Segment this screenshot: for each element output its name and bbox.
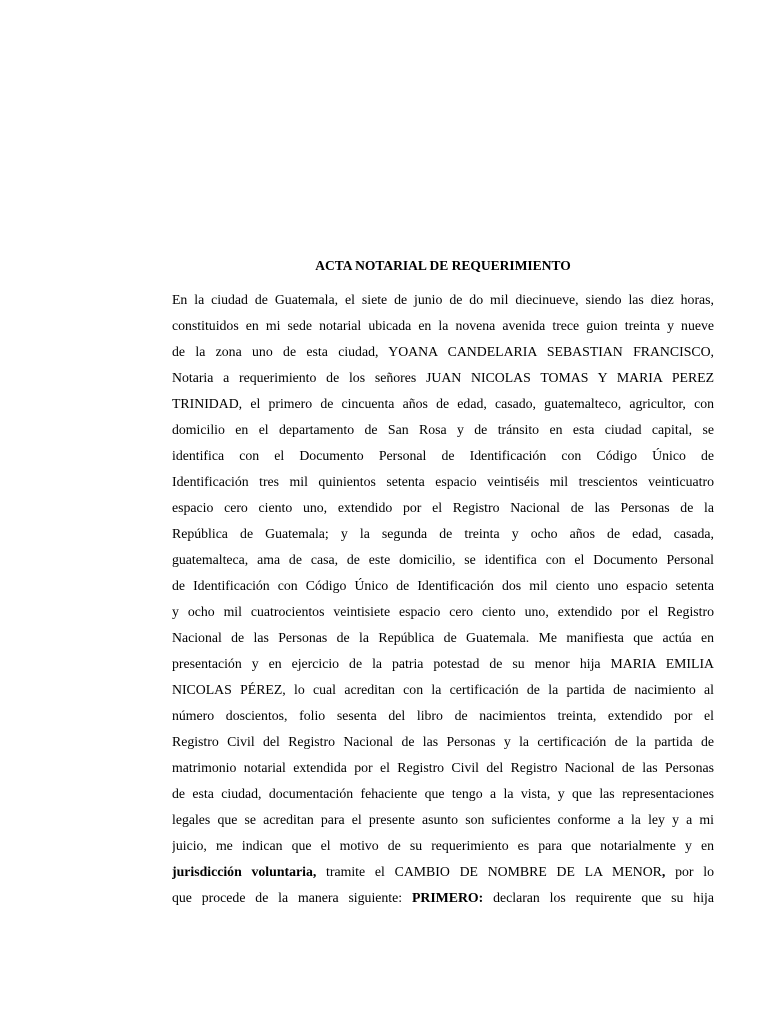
text-run: declaran los requirente que su hija bbox=[483, 890, 714, 905]
bold-text-run: PRIMERO: bbox=[411, 890, 484, 905]
text-run: de la zona uno de esta ciudad, YOANA CANDELARIA SEBASTIAN FRANCISCO, bbox=[172, 344, 714, 359]
body-line bbox=[172, 706, 714, 732]
body-line bbox=[172, 394, 714, 420]
body-line bbox=[172, 836, 714, 862]
text-run: guatemalteca, ama de casa, de este domicilio, se identifica con el Documento Personal bbox=[172, 552, 714, 567]
document-body bbox=[172, 290, 714, 914]
text-run: y ocho mil cuatrocientos veintisiete espacio cero ciento uno, extendido por el Registro bbox=[172, 604, 714, 619]
body-line bbox=[172, 524, 714, 550]
text-run: En la ciudad de Guatemala, el siete de junio de do mil diecinueve, siendo las diez horas, bbox=[172, 292, 714, 307]
body-line bbox=[172, 316, 714, 342]
text-run: Notaria a requerimiento de los señores JUAN NICOLAS TOMAS Y MARIA PEREZ bbox=[172, 370, 714, 385]
body-line bbox=[172, 680, 714, 706]
text-run: domicilio en el departamento de San Rosa y de tránsito en esta ciudad capital, se bbox=[172, 422, 714, 437]
body-line bbox=[172, 862, 714, 888]
body-line bbox=[172, 576, 714, 602]
text-run: número doscientos, folio sesenta del libro de nacimientos treinta, extendido por el bbox=[172, 708, 714, 723]
text-run: por lo bbox=[665, 864, 714, 879]
text-run: Identificación tres mil quinientos setenta espacio veintiséis mil trescientos veinticuatro bbox=[172, 474, 714, 489]
body-line bbox=[172, 654, 714, 680]
text-run: de esta ciudad, documentación fehaciente que tengo a la vista, y que las representaciones bbox=[172, 786, 714, 801]
text-run: República de Guatemala; y la segunda de treinta y ocho años de edad, casada, bbox=[172, 526, 714, 541]
body-line bbox=[172, 446, 714, 472]
body-line bbox=[172, 784, 714, 810]
bold-text-run: jurisdicción voluntaria, bbox=[172, 864, 317, 879]
text-run: identifica con el Documento Personal de Identificación con Código Único de bbox=[172, 448, 714, 463]
body-line bbox=[172, 368, 714, 394]
text-run: NICOLAS PÉREZ, lo cual acreditan con la certificación de la partida de nacimiento al bbox=[172, 682, 714, 697]
document-title: ACTA NOTARIAL DE REQUERIMIENTO bbox=[315, 258, 571, 273]
text-run: tramite el CAMBIO DE NOMBRE DE LA MENOR bbox=[316, 864, 662, 879]
body-line bbox=[172, 602, 714, 628]
body-line bbox=[172, 342, 714, 368]
text-run: constituidos en mi sede notarial ubicada en la novena avenida trece guion treinta y nueve bbox=[172, 318, 714, 333]
body-line bbox=[172, 732, 714, 758]
body-line bbox=[172, 420, 714, 446]
body-line bbox=[172, 810, 714, 836]
text-run: Nacional de las Personas de la República de Guatemala. Me manifiesta que actúa en bbox=[172, 630, 714, 645]
text-run: presentación y en ejercicio de la patria potestad de su menor hija MARIA EMILIA bbox=[172, 656, 714, 671]
text-run: juicio, me indican que el motivo de su requerimiento es para que notarialmente y en bbox=[172, 838, 714, 853]
text-run: que procede de la manera siguiente: bbox=[172, 890, 412, 905]
body-line bbox=[172, 472, 714, 498]
text-run: espacio cero ciento uno, extendido por el Registro Nacional de las Personas de la bbox=[172, 500, 714, 515]
body-line bbox=[172, 498, 714, 524]
text-run: TRINIDAD, el primero de cincuenta años de edad, casado, guatemalteco, agricultor, con bbox=[172, 396, 714, 411]
body-line bbox=[172, 290, 714, 316]
body-line bbox=[172, 550, 714, 576]
body-line bbox=[172, 628, 714, 654]
text-run: Registro Civil del Registro Nacional de las Personas y la certificación de la partida de bbox=[172, 734, 714, 749]
body-line bbox=[172, 758, 714, 784]
bold-text-run: , bbox=[661, 864, 666, 879]
text-run: de Identificación con Código Único de Identificación dos mil ciento uno espacio setenta bbox=[172, 578, 714, 593]
body-line bbox=[172, 888, 714, 914]
text-run: legales que se acreditan para el presente asunto son suficientes conforme a la ley y a mi bbox=[172, 812, 714, 827]
text-run: matrimonio notarial extendida por el Registro Civil del Registro Nacional de las Personas bbox=[172, 760, 714, 775]
